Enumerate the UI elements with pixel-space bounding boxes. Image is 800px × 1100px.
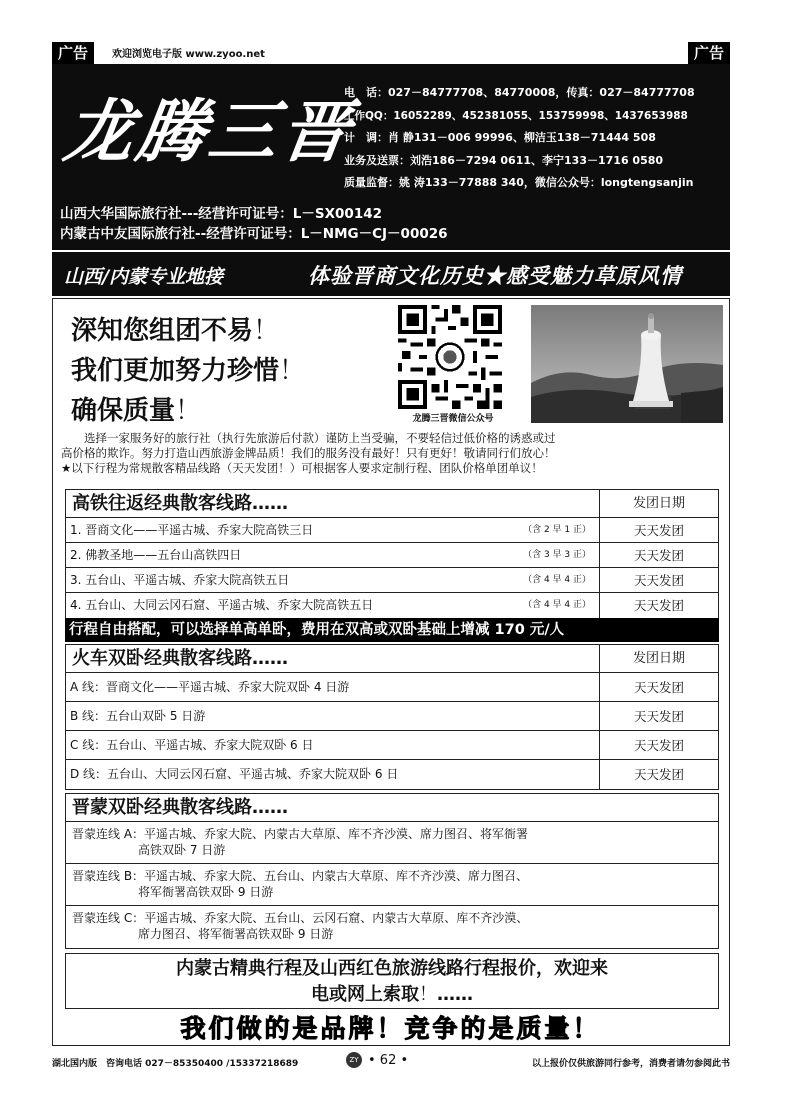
footer-left: 湖北国内版 咨询电话 027－85350400 /15337218689 [52,1059,299,1069]
route-desc: A 线：晋商文化——平遥古城、乔家大院双卧 4 日游 [66,673,600,701]
route-desc [66,593,600,618]
meal-note: （含 2 早 1 正） [523,525,591,535]
meal-note: （含 3 早 3 正） [523,550,591,560]
route-desc: C 线：五台山、平遥古城、乔家大院双卧 6 日 [66,731,600,759]
table-row [66,568,718,593]
departure: 天天发团 [633,573,684,588]
route-line-2: 席力图召、将军衙署高铁双卧 9 日游 [138,927,334,941]
route-desc: D 线：五台山、大同云冈石窟、平遥古城、乔家大院双卧 6 日 [66,760,600,789]
route-desc [66,518,600,542]
contact-phone: 电 话：027－84777708、84770008，传真：027－84777708 [344,86,695,99]
hero-bang-1: ！ [253,316,280,346]
closing-line-2-text: 电或网上索取 [311,984,419,1005]
hero-line-1-text: 深知您组团不易 [71,316,254,346]
hero-line-2-text: 我们更加努力珍惜 [71,356,280,386]
list-item [66,822,718,864]
pagoda-photo [531,305,723,423]
route-line-2: 高铁双卧 7 日游 [138,843,226,857]
page-number-block [346,1052,408,1068]
meal-note: （含 4 早 4 正） [523,575,591,585]
date-column-header: 发团日期 [632,651,685,666]
qr-code-icon [398,305,502,409]
intro-line-2: 高价格的欺诈。努力打造山西旅游金牌品质！我们的服务没有最好！只有更好！敬请同行们放心！ [61,446,556,460]
contact-quality: 质量监督：姚 涛133－77888 340，微信公众号：longtengsanjin [344,176,694,189]
table-header [66,645,718,673]
table-title: 火车双卧经典散客线路…… [66,645,600,672]
intro-line-1: 选择一家服务好的旅行社（执行先旅游后付款）谨防上当受骗，不要轻信过低价格的诱惑或过 [61,431,556,445]
hero-line-1 [71,311,305,351]
brand-logo-text: 龙腾三晋 [59,92,359,172]
route-line-2: 将军衙署高铁双卧 9 日游 [138,885,274,899]
license-neimenggu: 内蒙古中友国际旅行社--经营许可证号：L－NMG－CJ－00026 [60,226,448,242]
table-row [66,518,718,543]
main-panel [52,298,730,1046]
route-desc [66,568,600,592]
departure: 天天发团 [633,598,684,613]
ad-tag-left: 广告 [52,42,94,64]
table-row [66,731,718,760]
license-block [60,204,448,244]
route-line-1: 晋蒙连线 A：平遥古城、乔家大院、内蒙古大草原、库不齐沙漠、席力图召、将军衙署 [72,827,529,841]
meal-note: （含 4 早 4 正） [523,600,591,610]
list-item [66,906,718,948]
intro-line-3: ★以下行程为常规散客精品线路（天天发团！）可根据客人要求定制行程、团队价格单团单议！ [61,461,543,475]
closing-bang: ！ [419,984,437,1005]
footer-right: 以上报价仅供旅游同行参考，消费者请勿参阅此书 [531,1059,730,1069]
route-name: 4. 五台山、大同云冈石窟、平遥古城、乔家大院高铁五日 [70,598,374,612]
departure: 天天发团 [633,738,684,753]
welcome-text: 欢迎浏览电子版 www.zyoo.net [112,49,265,60]
ad-tag-right: 广告 [688,42,730,64]
table-title: 高铁往返经典散客线路…… [66,490,600,517]
closing-box [65,953,719,1009]
closing-dots: …… [437,984,473,1005]
departure: 天天发团 [633,680,684,695]
hero-bang-3: ！ [175,396,202,426]
qr-caption: 龙腾三晋微信公众号 [412,414,494,424]
slogan-left: 山西/内蒙专业地接 [64,266,223,288]
contact-planner: 计 调：肖 静131－006 99996、柳洁玉138－71444 508 [344,131,656,144]
route-line-1: 晋蒙连线 C：平遥古城、乔家大院、五台山、云冈石窟、内蒙古大草原、库不齐沙漠、 [72,911,529,925]
slogan-right: 体验晋商文化历史★感受魅力草原风情 [308,263,682,288]
route-name: 2. 佛教圣地——五台山高铁四日 [70,548,242,562]
departure: 天天发团 [633,523,684,538]
hero-line-3-text: 确保质量 [71,396,176,426]
hero-line-2 [71,351,305,391]
hero-text [71,311,305,431]
route-desc: B 线：五台山双卧 5 日游 [66,702,600,730]
hero-bang-2: ！ [279,356,306,386]
route-line-1: 晋蒙连线 B：平遥古城、乔家大院、五台山、内蒙古大草原、库不齐沙漠、席力图召、 [72,869,529,883]
departure: 天天发团 [633,709,684,724]
top-bar [52,42,730,64]
route-name: 3. 五台山、平遥古城、乔家大院高铁五日 [70,573,290,587]
closing-line-2 [66,982,718,1008]
header-banner [52,64,730,296]
route-table-shanxi-mongolia [65,793,719,949]
pricing-notice: 行程自由搭配，可以选择单高单卧，费用在双高或双卧基础上增减 170 元/人 [65,618,719,642]
contact-tickets: 业务及送票：刘浩186－7294 0611、李宁133－1716 0580 [344,153,664,167]
contact-block [344,82,724,195]
contact-qq: 工作QQ：16052289、452381055、153759998、1437653988 [344,109,688,122]
date-column-header: 发团日期 [632,496,685,511]
slogan-band [52,250,730,296]
departure: 天天发团 [633,767,684,782]
table-row [66,673,718,702]
route-name: 1. 晋商文化——平遥古城、乔家大院高铁三日 [70,523,314,537]
intro-text [61,431,725,476]
closing-line-1: 内蒙古精典行程及山西红色旅游线路行程报价，欢迎来 [176,958,608,979]
table-row [66,760,718,789]
list-item [66,864,718,906]
footer [52,1052,730,1072]
license-shanxi: 山西大华国际旅行社---经营许可证号：L－SX00142 [60,206,383,222]
table-row [66,702,718,731]
route-desc [66,543,600,567]
table-row [66,593,718,618]
route-table-train [65,644,719,790]
table-header [66,490,718,518]
brand-slogan: 我们做的是品牌！竞争的是质量！ [180,1014,601,1043]
table-row [66,543,718,568]
departure: 天天发团 [633,548,684,563]
route-table-highspeed [65,489,719,619]
publisher-logo-icon: ZY [346,1052,362,1068]
table-title: 晋蒙双卧经典散客线路…… [66,794,718,822]
hero-line-3 [71,391,305,431]
page-number: • 62 • [368,1052,409,1068]
